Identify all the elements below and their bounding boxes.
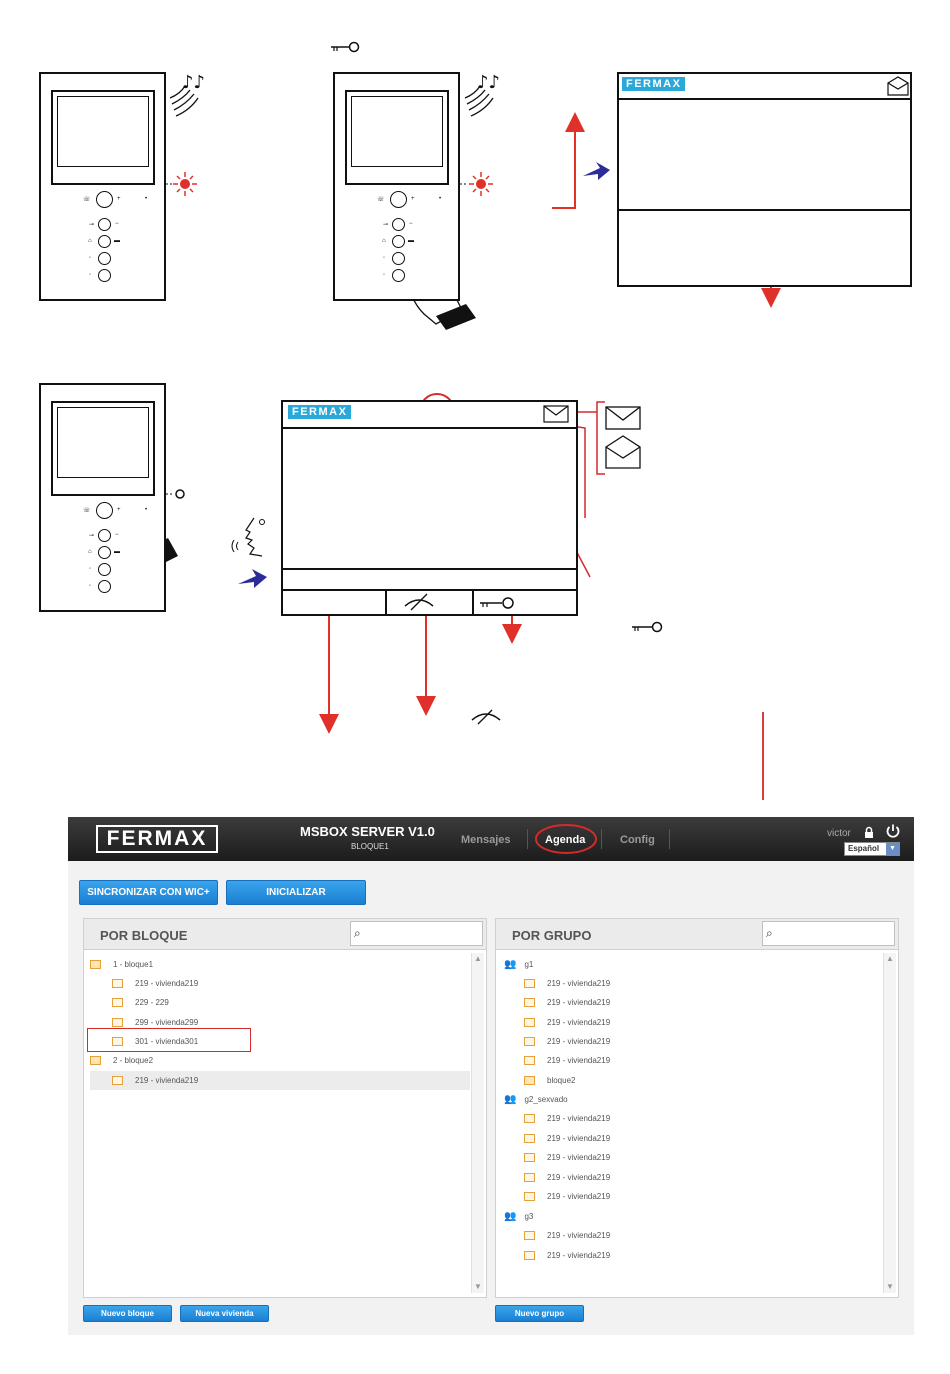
tree-item[interactable]: 👥 g1 bbox=[504, 955, 533, 974]
lock-icon[interactable] bbox=[863, 826, 875, 839]
folder-icon bbox=[524, 1173, 535, 1182]
monitor-screen bbox=[345, 90, 449, 185]
main-button[interactable] bbox=[96, 191, 113, 208]
folder-icon bbox=[524, 1231, 535, 1240]
user-name: victor bbox=[827, 828, 851, 839]
folder-icon bbox=[112, 1018, 123, 1027]
key-icon-top bbox=[331, 43, 359, 52]
tree-item[interactable]: 299 - vivienda299 bbox=[112, 1013, 198, 1032]
folder-icon bbox=[524, 1018, 535, 1027]
scrollbar[interactable]: ▲ ▼ bbox=[471, 953, 484, 1293]
folder-icon bbox=[524, 1192, 535, 1201]
led-blink-icon-1 bbox=[173, 172, 197, 196]
tree-item[interactable]: 219 - vivienda219 bbox=[524, 1246, 610, 1265]
monitor-screen bbox=[51, 90, 155, 185]
fermax-badge: FERMAX bbox=[622, 77, 685, 91]
folder-icon bbox=[524, 1114, 535, 1123]
power-icon[interactable] bbox=[885, 823, 901, 839]
svg-text:♪♪: ♪♪ bbox=[477, 72, 500, 93]
tree-item[interactable]: 219 - vivienda219 bbox=[112, 974, 198, 993]
monitor-button-2[interactable] bbox=[98, 235, 111, 248]
monitor-button-2[interactable] bbox=[98, 546, 111, 559]
hangup-button[interactable] bbox=[401, 592, 437, 612]
display-in-call bbox=[281, 400, 578, 616]
tree-item[interactable]: 219 - vivienda219 bbox=[524, 1109, 610, 1128]
monitor-3: ☏ + • ⊸ − ⌂ ▬ ◦ ◦ bbox=[39, 383, 166, 612]
pointer-arrow-icon-2 bbox=[238, 569, 267, 588]
folder-icon bbox=[112, 998, 123, 1007]
envelope-closed-icon-display bbox=[543, 405, 569, 423]
row-highlight bbox=[87, 1028, 251, 1052]
svg-text:♪♪: ♪♪ bbox=[182, 72, 205, 93]
nav-config[interactable]: Config bbox=[620, 834, 655, 846]
monitor-button-1[interactable] bbox=[98, 218, 111, 231]
tree-item[interactable]: 219 - vivienda219 bbox=[524, 1032, 610, 1051]
nav-agenda[interactable]: Agenda bbox=[545, 834, 586, 846]
folder-icon bbox=[524, 1153, 535, 1162]
ringtone-icon-2 bbox=[465, 72, 500, 116]
monitor-button-4[interactable] bbox=[392, 269, 405, 282]
tree-item[interactable]: 219 - vivienda219 bbox=[524, 1129, 610, 1148]
panel-title: POR GRUPO bbox=[512, 928, 592, 943]
tree-item[interactable]: 219 - vivienda219 bbox=[524, 1226, 610, 1245]
envelope-open-icon-display bbox=[887, 76, 909, 96]
language-select[interactable]: Español ▼ bbox=[844, 842, 900, 856]
group-icon: 👥 bbox=[504, 959, 517, 971]
key-icon-caption bbox=[632, 623, 662, 632]
speaking-icon-2 bbox=[232, 518, 265, 556]
monitor-button-3[interactable] bbox=[98, 563, 111, 576]
panel-por-bloque bbox=[83, 918, 487, 1298]
server-subtitle: BLOQUE1 bbox=[351, 842, 389, 851]
new-block-button[interactable]: Nuevo bloque bbox=[83, 1305, 172, 1322]
led-blink-icon-2 bbox=[469, 172, 493, 196]
tree-item[interactable]: 219 - vivienda219 bbox=[524, 1051, 610, 1070]
hangup-icon-caption bbox=[472, 710, 500, 724]
msbox-server-app bbox=[68, 817, 914, 1335]
tree-item[interactable]: 1 - bloque1 bbox=[90, 955, 153, 974]
scrollbar[interactable]: ▲ ▼ bbox=[883, 953, 896, 1293]
initialize-button[interactable]: INICIALIZAR bbox=[226, 880, 366, 905]
door-open-key-button[interactable] bbox=[478, 595, 518, 611]
search-input-grupo[interactable] bbox=[762, 921, 895, 946]
folder-open-icon bbox=[90, 1056, 101, 1065]
agenda-highlight bbox=[533, 822, 599, 856]
tree-item[interactable]: 219 - vivienda219 bbox=[524, 993, 610, 1012]
ringtone-icon-1 bbox=[170, 72, 205, 116]
led-off-icon bbox=[176, 490, 184, 498]
monitor-button-4[interactable] bbox=[98, 580, 111, 593]
folder-icon bbox=[524, 998, 535, 1007]
main-button[interactable] bbox=[390, 191, 407, 208]
tree-item[interactable]: 219 - vivienda219 bbox=[524, 1187, 610, 1206]
folder-icon bbox=[112, 979, 123, 988]
server-title: MSBOX SERVER V1.0 bbox=[300, 824, 435, 839]
folder-icon bbox=[112, 1076, 123, 1085]
folder-icon bbox=[524, 979, 535, 988]
tree-item[interactable]: 2 - bloque2 bbox=[90, 1051, 153, 1070]
envelope-open-icon bbox=[606, 436, 640, 468]
folder-icon bbox=[524, 1037, 535, 1046]
fermax-logo: FERMAX bbox=[96, 825, 218, 853]
monitor-button-1[interactable] bbox=[98, 529, 111, 542]
main-button[interactable] bbox=[96, 502, 113, 519]
nav-mensajes[interactable]: Mensajes bbox=[461, 834, 511, 846]
tree-item[interactable]: 219 - vivienda219 bbox=[524, 1148, 610, 1167]
folder-icon bbox=[524, 1056, 535, 1065]
search-icon: ⌕ bbox=[354, 926, 361, 940]
group-icon: 👥 bbox=[504, 1094, 517, 1106]
tree-item-selected[interactable]: 219 - vivienda219 bbox=[90, 1071, 470, 1090]
monitor-button-3[interactable] bbox=[392, 252, 405, 265]
envelope-closed-icon bbox=[606, 407, 640, 429]
tree-item[interactable]: 👥 g3 bbox=[504, 1207, 533, 1226]
block-icon bbox=[524, 1076, 535, 1085]
tree-item[interactable]: 229 - 229 bbox=[112, 993, 169, 1012]
sync-wic-button[interactable]: SINCRONIZAR CON WIC+ bbox=[79, 880, 218, 905]
app-header bbox=[68, 817, 914, 861]
monitor-1: ☏ + • ⊸ − ⌂ ▬ ◦ ◦ bbox=[39, 72, 166, 301]
search-icon: ⌕ bbox=[766, 926, 773, 940]
monitor-button-3[interactable] bbox=[98, 252, 111, 265]
group-icon: 👥 bbox=[504, 1211, 517, 1223]
tree-item[interactable]: 219 - vivienda219 bbox=[524, 1168, 610, 1187]
tree-item[interactable]: 219 - vivienda219 bbox=[524, 1013, 610, 1032]
pointer-arrow-icon-1 bbox=[583, 162, 610, 180]
search-input-bloque[interactable] bbox=[350, 921, 483, 946]
tree-item[interactable]: 219 - vivienda219 bbox=[524, 974, 610, 993]
panel-por-grupo bbox=[495, 918, 899, 1298]
monitor-button-2[interactable] bbox=[392, 235, 405, 248]
folder-icon bbox=[524, 1134, 535, 1143]
chevron-down-icon: ▼ bbox=[886, 843, 899, 855]
monitor-screen bbox=[51, 401, 155, 496]
tree-item[interactable]: 👥 g2_sexvado bbox=[504, 1090, 568, 1109]
folder-open-icon bbox=[90, 960, 101, 969]
tree-item-highlighted[interactable]: 301 - vivienda301 bbox=[112, 1032, 198, 1051]
fermax-badge: FERMAX bbox=[288, 405, 351, 419]
monitor-button-1[interactable] bbox=[392, 218, 405, 231]
monitor-2: ☏ + • ⊸ − ⌂ ▬ ◦ ◦ bbox=[333, 72, 460, 301]
folder-icon bbox=[524, 1251, 535, 1260]
display-incoming-call bbox=[617, 72, 912, 287]
monitor-button-4[interactable] bbox=[98, 269, 111, 282]
new-group-button[interactable]: Nuevo grupo bbox=[495, 1305, 584, 1322]
panel-title: POR BLOQUE bbox=[100, 928, 188, 943]
new-home-button[interactable]: Nueva vivienda bbox=[180, 1305, 269, 1322]
tree-item[interactable]: bloque2 bbox=[524, 1071, 575, 1090]
